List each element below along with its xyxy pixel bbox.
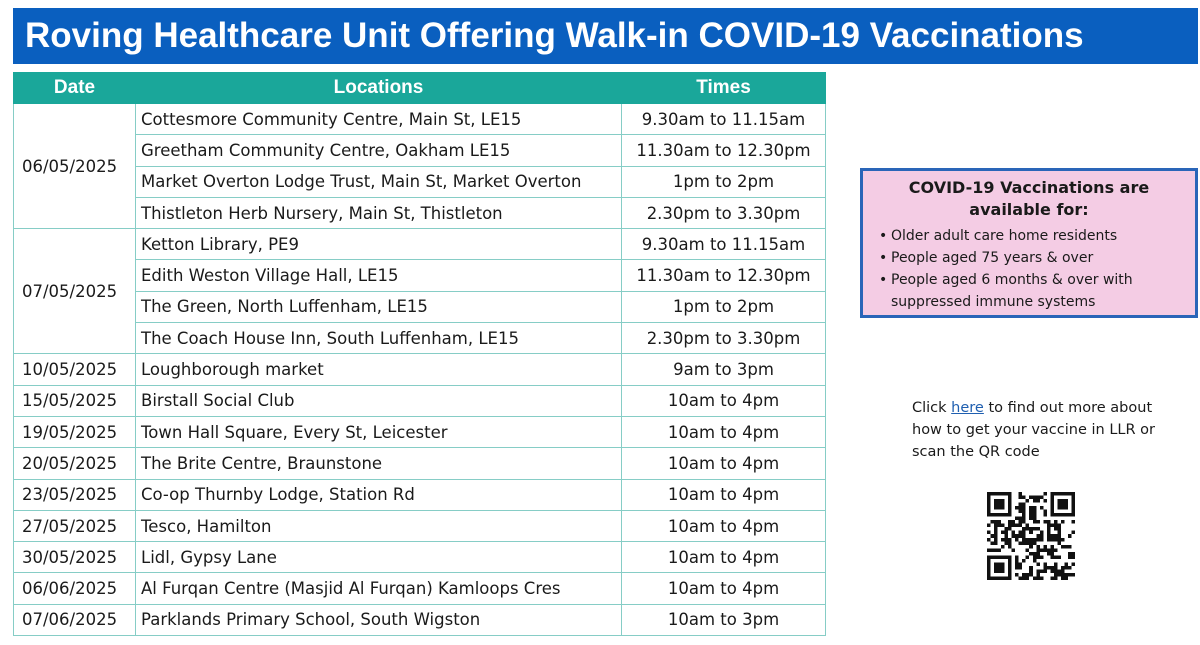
time-cell: 9am to 3pm [622,354,826,385]
location-cell: Al Furqan Centre (Masjid Al Furqan) Kamloops Cres [136,573,622,604]
table-row [14,510,826,541]
time-cell: 11.30am to 12.30pm [622,260,826,291]
time-cell: 2.30pm to 3.30pm [622,323,826,354]
location-cell: Loughborough market [136,354,622,385]
time-cell: 10am to 4pm [622,510,826,541]
date-cell: 19/05/2025 [14,416,136,447]
time-cell: 11.30am to 12.30pm [622,135,826,166]
date-cell: 06/05/2025 [14,104,136,229]
time-cell: 9.30am to 11.15am [622,104,826,135]
location-cell: Cottesmore Community Centre, Main St, LE15 [136,104,622,135]
location-cell: Edith Weston Village Hall, LE15 [136,260,622,291]
date-cell: 15/05/2025 [14,385,136,416]
table-row [14,166,826,197]
date-cell: 07/05/2025 [14,229,136,354]
more-info-prefix: Click [912,400,952,416]
date-cell: 07/06/2025 [14,604,136,635]
column-header-locations: Locations [136,73,622,104]
time-cell: 2.30pm to 3.30pm [622,197,826,228]
vaccination-schedule-table [13,72,826,636]
location-cell: The Brite Centre, Braunstone [136,448,622,479]
more-info-suffix: to find out more about how to get your vaccine in LLR or scan the QR code [912,400,1155,460]
page-title-banner [13,8,1198,64]
eligibility-title: COVID-19 Vaccinations are available for: [908,178,1150,219]
table-body [14,104,826,636]
time-cell: 9.30am to 11.15am [622,229,826,260]
table-row [14,573,826,604]
date-cell: 10/05/2025 [14,354,136,385]
location-cell: Town Hall Square, Every St, Leicester [136,416,622,447]
time-cell: 1pm to 2pm [622,166,826,197]
table-row [14,479,826,510]
table-row [14,323,826,354]
table-row [14,416,826,447]
eligibility-item: • People aged 75 years & over [877,247,1195,269]
table-row [14,197,826,228]
location-cell: Ketton Library, PE9 [136,229,622,260]
table-row [14,604,826,635]
time-cell: 10am to 3pm [622,604,826,635]
date-cell: 23/05/2025 [14,479,136,510]
more-info-text [912,397,1162,463]
column-header-times: Times [622,73,826,104]
time-cell: 1pm to 2pm [622,291,826,322]
eligibility-info-box [860,168,1198,318]
location-cell: Market Overton Lodge Trust, Main St, Market Overton [136,166,622,197]
table-row [14,354,826,385]
here-link[interactable]: here [951,400,984,416]
location-cell: Birstall Social Club [136,385,622,416]
time-cell: 10am to 4pm [622,385,826,416]
location-cell: Co-op Thurnby Lodge, Station Rd [136,479,622,510]
eligibility-list [863,225,1195,313]
location-cell: Tesco, Hamilton [136,510,622,541]
table-row [14,260,826,291]
eligibility-item: • People aged 6 months & over with suppressed immune systems [877,269,1195,313]
date-cell: 20/05/2025 [14,448,136,479]
table-row [14,229,826,260]
table-row [14,104,826,135]
table-row [14,385,826,416]
date-cell: 27/05/2025 [14,510,136,541]
time-cell: 10am to 4pm [622,573,826,604]
location-cell: Parklands Primary School, South Wigston [136,604,622,635]
table-row [14,291,826,322]
eligibility-item: • Older adult care home residents [877,225,1195,247]
date-cell: 30/05/2025 [14,542,136,573]
qr-code-icon[interactable] [987,492,1075,580]
column-header-date: Date [14,73,136,104]
time-cell: 10am to 4pm [622,542,826,573]
location-cell: The Green, North Luffenham, LE15 [136,291,622,322]
table-row [14,135,826,166]
time-cell: 10am to 4pm [622,479,826,510]
time-cell: 10am to 4pm [622,448,826,479]
page-title: Roving Healthcare Unit Offering Walk-in COVID-19 Vaccinations [25,16,1084,55]
location-cell: The Coach House Inn, South Luffenham, LE15 [136,323,622,354]
table-row [14,542,826,573]
time-cell: 10am to 4pm [622,416,826,447]
location-cell: Lidl, Gypsy Lane [136,542,622,573]
location-cell: Greetham Community Centre, Oakham LE15 [136,135,622,166]
table-row [14,448,826,479]
date-cell: 06/06/2025 [14,573,136,604]
location-cell: Thistleton Herb Nursery, Main St, Thistleton [136,197,622,228]
table-header-row [14,73,826,104]
